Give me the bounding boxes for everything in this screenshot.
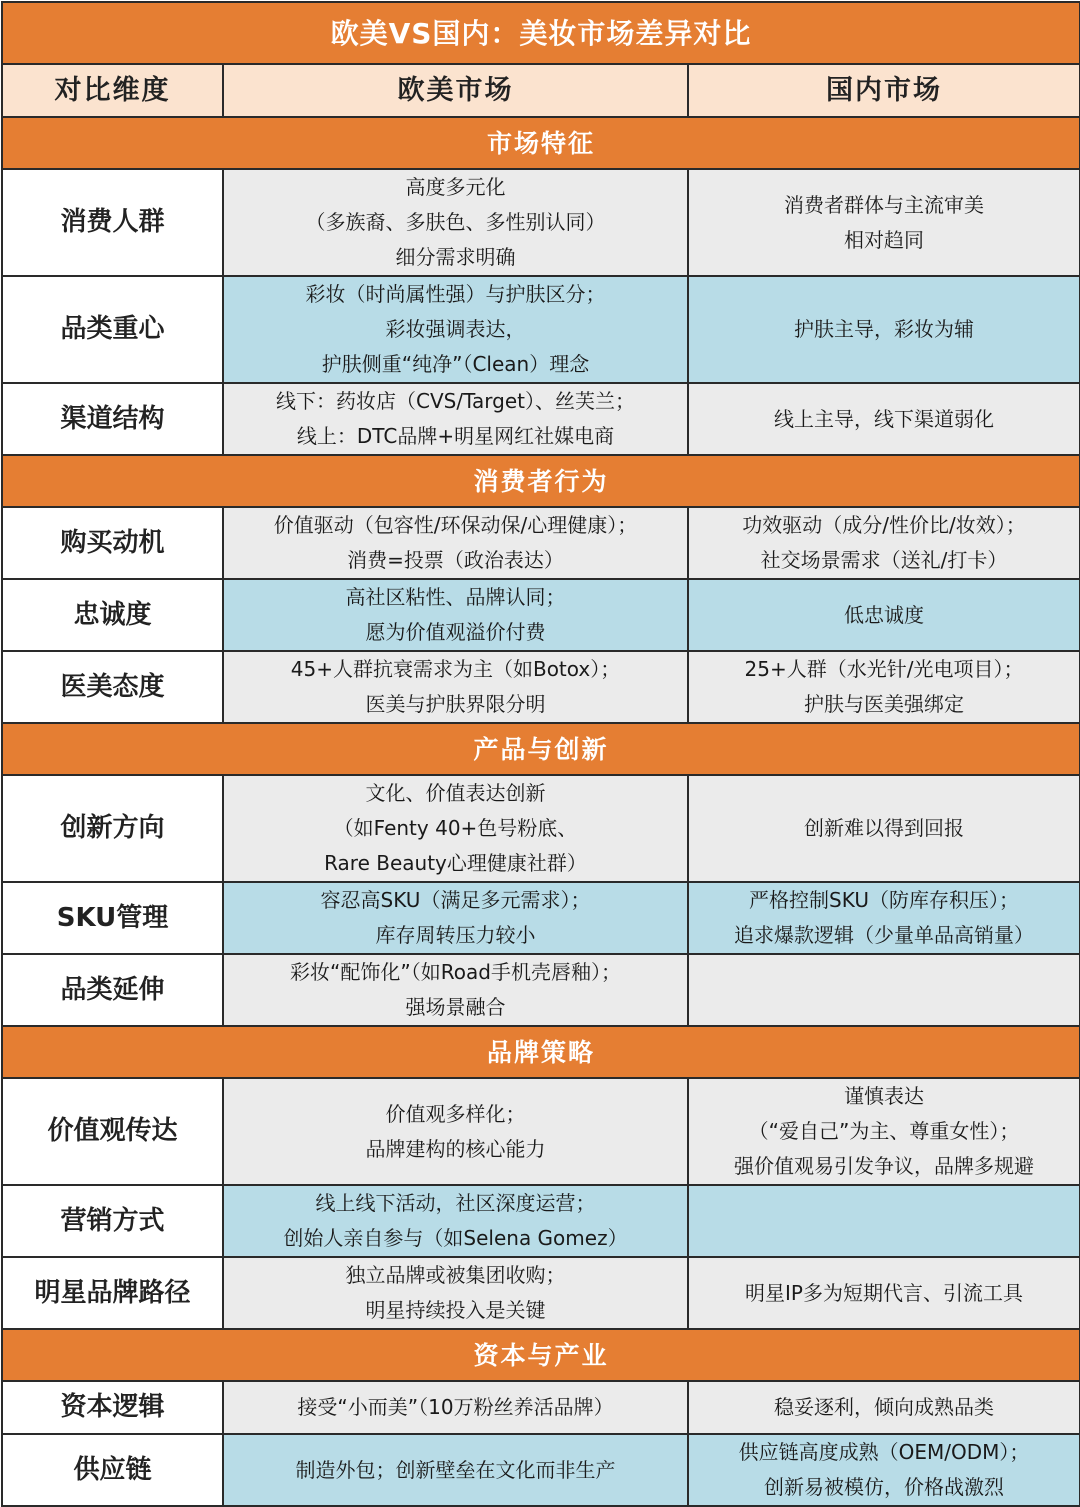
table-row (2, 169, 1080, 276)
cell-text-line: 线上：DTC品牌+明星网红社媒电商 (296, 424, 615, 448)
cell-text-line: 线上线下活动，社区深度运营； (315, 1191, 596, 1215)
china-market-cell (688, 383, 1080, 455)
cell-text-line: 强场景融合 (405, 995, 506, 1019)
cell-text-line: 消费者群体与主流审美 (784, 192, 985, 217)
west-market-cell (223, 1381, 688, 1434)
cell-text-line: 25+人群（水光针/光电项目）； (744, 657, 1024, 681)
cell-text-line: 高社区粘性、品牌认同； (345, 585, 566, 609)
row-dimension-label: 购买动机 (2, 507, 223, 579)
china-market-cell (688, 1185, 1080, 1257)
cell-text-line: 细分需求明确 (395, 245, 516, 269)
cell-text-line: 彩妆（时尚属性强）与护肤区分； (305, 282, 606, 306)
cell-text-line: 明星持续投入是关键 (365, 1298, 546, 1322)
cell-text-line: 稳妥逐利，倾向成熟品类 (774, 1395, 995, 1419)
row-dimension-label: 渠道结构 (2, 383, 223, 455)
west-market-cell (223, 276, 688, 383)
section-row (2, 1026, 1080, 1078)
cell-text-line: 文化、价值表达创新 (365, 781, 546, 805)
row-dimension-label: 忠诚度 (2, 579, 223, 651)
china-market-cell (688, 1434, 1080, 1506)
china-market-cell (688, 882, 1080, 954)
row-dimension-label: 明星品牌路径 (2, 1257, 223, 1329)
row-dimension-label: 价值观传达 (2, 1078, 223, 1185)
table-row (2, 954, 1080, 1026)
china-market-cell (688, 651, 1080, 723)
cell-text-line: 45+人群抗衰需求为主（如Botox）； (290, 657, 621, 681)
section-row (2, 117, 1080, 169)
china-market-cell (688, 954, 1080, 1026)
cell-text-line: 品牌建构的核心能力 (365, 1136, 546, 1161)
cell-text-line: 线下：药妆店（CVS/Target）、丝芙兰； (276, 389, 635, 413)
cell-text-line: 消费=投票（政治表达） (347, 548, 564, 572)
cell-text-line: 明星IP多为短期代言、引流工具 (745, 1280, 1023, 1305)
cell-text-line: 彩妆强调表达， (385, 317, 526, 341)
cell-text-line: 独立品牌或被集团收购； (345, 1263, 566, 1287)
table-row (2, 775, 1080, 882)
row-dimension-label: 资本逻辑 (2, 1381, 223, 1434)
row-dimension-label: 消费人群 (2, 169, 223, 276)
table-row (2, 507, 1080, 579)
west-market-cell (223, 1185, 688, 1257)
west-market-cell (223, 1257, 688, 1329)
cell-text-line: 低忠诚度 (844, 602, 925, 627)
table-title: 欧美VS国内：美妆市场差异对比 (2, 2, 1080, 64)
row-dimension-label: 供应链 (2, 1434, 223, 1506)
cell-text-line: 护肤与医美强绑定 (804, 692, 965, 716)
comparison-table (1, 1, 1080, 1507)
table-row (2, 1381, 1080, 1434)
west-market-cell (223, 651, 688, 723)
cell-text-line: 社交场景需求（送礼/打卡） (760, 548, 1008, 572)
section-header: 市场特征 (2, 117, 1080, 169)
cell-text-line: 创始人亲自参与（如Selena Gomez） (283, 1226, 628, 1250)
china-market-cell (688, 1381, 1080, 1434)
table-row (2, 579, 1080, 651)
west-market-cell (223, 954, 688, 1026)
row-dimension-label: 创新方向 (2, 775, 223, 882)
cell-text-line: 护肤侧重“纯净”（Clean）理念 (321, 352, 590, 376)
table-row (2, 1078, 1080, 1185)
cell-text-line: 供应链高度成熟（OEM/ODM）； (738, 1440, 1030, 1464)
section-header: 资本与产业 (2, 1329, 1080, 1381)
table-row (2, 1257, 1080, 1329)
cell-text-line: 愿为价值观溢价付费 (365, 620, 546, 644)
table-row (2, 1185, 1080, 1257)
cell-text-line: 彩妆“配饰化”（如Road手机壳唇釉）； (290, 960, 621, 984)
cell-text-line: 价值驱动（包容性/环保动保/心理健康）； (273, 513, 638, 537)
section-row (2, 1329, 1080, 1381)
title-row (2, 2, 1080, 64)
comparison-table-body (2, 2, 1080, 1506)
cell-text-line: 相对趋同 (844, 227, 925, 252)
table-row (2, 882, 1080, 954)
cell-text-line: 接受“小而美”（10万粉丝养活品牌） (297, 1395, 614, 1419)
china-market-cell (688, 276, 1080, 383)
row-dimension-label: 医美态度 (2, 651, 223, 723)
cell-text-line: 线上主导，线下渠道弱化 (774, 406, 995, 431)
header-china-market: 国内市场 (688, 64, 1080, 117)
cell-text-line: 追求爆款逻辑（少量单品高销量） (734, 923, 1035, 947)
west-market-cell (223, 882, 688, 954)
section-row (2, 455, 1080, 507)
west-market-cell (223, 579, 688, 651)
table-row (2, 1434, 1080, 1506)
cell-text-line: Rare Beauty心理健康社群） (324, 851, 587, 875)
cell-text-line: 医美与护肤界限分明 (365, 692, 546, 716)
west-market-cell (223, 507, 688, 579)
row-dimension-label: 营销方式 (2, 1185, 223, 1257)
cell-text-line: 容忍高SKU（满足多元需求）； (320, 888, 591, 912)
cell-text-line: （“爱自己”为主、尊重女性）； (748, 1119, 1020, 1143)
table-row (2, 276, 1080, 383)
china-market-cell (688, 775, 1080, 882)
section-header: 品牌策略 (2, 1026, 1080, 1078)
cell-text-line: 价值观多样化； (385, 1101, 526, 1126)
section-row (2, 723, 1080, 775)
cell-text-line: （如Fenty 40+色号粉底、 (333, 816, 578, 840)
china-market-cell (688, 579, 1080, 651)
cell-text-line: 谨慎表达 (844, 1084, 925, 1108)
west-market-cell (223, 775, 688, 882)
west-market-cell (223, 383, 688, 455)
table-row (2, 383, 1080, 455)
section-header: 消费者行为 (2, 455, 1080, 507)
china-market-cell (688, 1257, 1080, 1329)
west-market-cell (223, 1078, 688, 1185)
header-row (2, 64, 1080, 117)
cell-text-line: 护肤主导，彩妆为辅 (794, 317, 975, 341)
cell-text-line: 严格控制SKU（防库存积压）； (749, 888, 1019, 912)
cell-text-line: 强价值观易引发争议，品牌多规避 (734, 1154, 1035, 1178)
row-dimension-label: 品类重心 (2, 276, 223, 383)
cell-text-line: 创新难以得到回报 (804, 816, 965, 840)
cell-text-line: 库存周转压力较小 (375, 923, 536, 947)
header-dimension: 对比维度 (2, 64, 223, 117)
cell-text-line: 高度多元化 (405, 175, 506, 199)
cell-text-line: 功效驱动（成分/性价比/妆效）； (742, 513, 1026, 537)
china-market-cell (688, 507, 1080, 579)
china-market-cell (688, 169, 1080, 276)
west-market-cell (223, 1434, 688, 1506)
cell-text-line: 制造外包；创新壁垒在文化而非生产 (295, 1457, 616, 1482)
section-header: 产品与创新 (2, 723, 1080, 775)
row-dimension-label: SKU管理 (2, 882, 223, 954)
china-market-cell (688, 1078, 1080, 1185)
header-west-market: 欧美市场 (223, 64, 688, 117)
row-dimension-label: 品类延伸 (2, 954, 223, 1026)
west-market-cell (223, 169, 688, 276)
cell-text-line: 创新易被模仿，价格战激烈 (764, 1475, 1005, 1499)
cell-text-line: （多族裔、多肤色、多性别认同） (305, 210, 606, 234)
table-row (2, 651, 1080, 723)
